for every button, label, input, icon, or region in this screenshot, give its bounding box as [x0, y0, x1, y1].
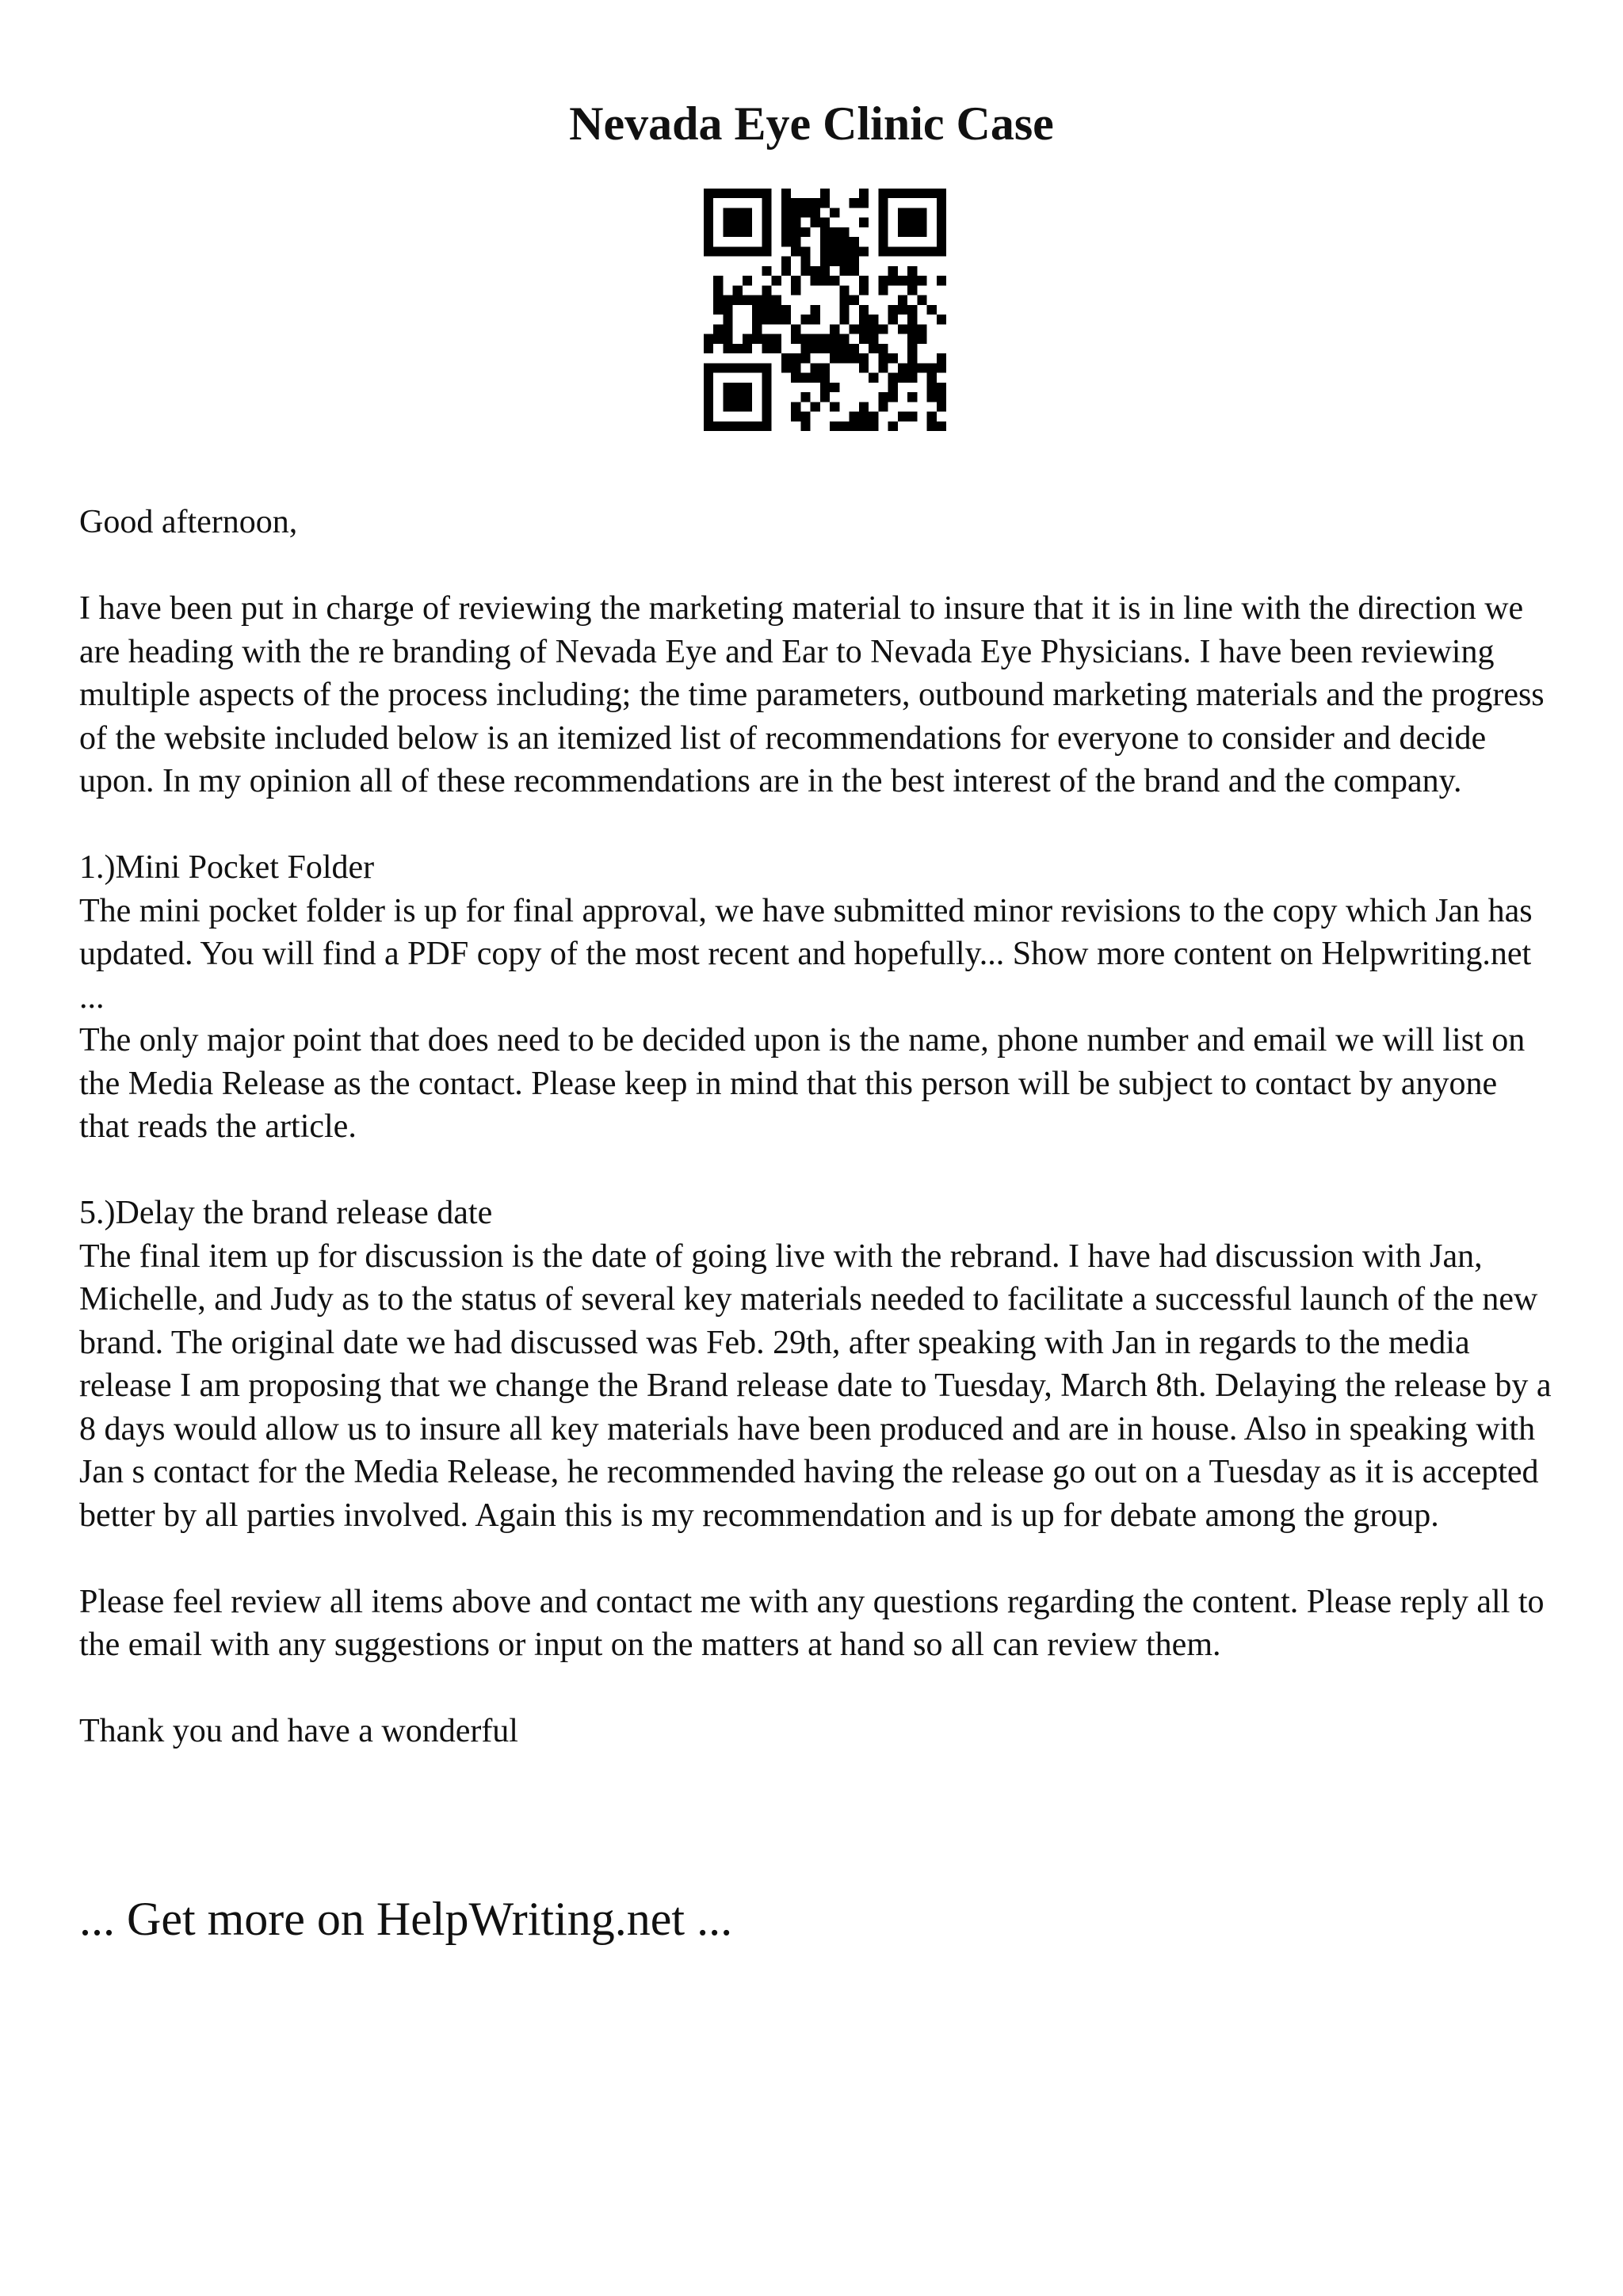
item1-heading: 1.)Mini Pocket Folder	[79, 849, 375, 886]
item1-paragraph: The mini pocket folder is up for final approval, we have submitted minor revisions to the copy which Jan has updated. You will find a PDF copy of the most recent and hopefully... Show more content on Helpwriting.net ...	[79, 892, 1533, 1016]
greeting-text: Good afternoon,	[79, 504, 298, 540]
footer-link-text[interactable]: ... Get more on HelpWriting.net ...	[79, 1893, 733, 1945]
document-body	[79, 501, 1553, 1796]
page-title: Nevada Eye Clinic Case	[569, 97, 1054, 150]
intro-paragraph: I have been put in charge of reviewing the marketing material to insure that it is in line with the direction we are heading with the re branding of Nevada Eye and Ear to Nevada Eye Physicians. I have been reviewing multiple aspects of the process including; the time parameters, outbound marketing materials and the progress of the website included below is an itemized list of recommendations for everyone to consider and decide upon. In my opinion all of these recommendations are in the best interest of the brand and the company.	[79, 590, 1545, 799]
qr-code-icon	[704, 189, 946, 431]
signoff-text: Thank you and have a wonderful	[79, 1713, 518, 1749]
item5-heading: 5.)Delay the brand release date	[79, 1195, 493, 1231]
item5-paragraph: The final item up for discussion is the date of going live with the rebrand. I have had discussion with Jan, Michelle, and Judy as to the status of several key materials needed to facilitate a successful launch of the new brand. The original date we had discussed was Feb. 29th, after speaking with Jan in regards to the media release I am proposing that we change the Brand release date to Tuesday, March 8th. Delaying the release by a 8 days would allow us to insure all key materials have been produced and are in house. Also in speaking with Jan s contact for the Media Release, he recommended having the release go out on a Tuesday as it is accepted better by all parties involved. Again this is my recommendation and is up for debate among the group.	[79, 1238, 1552, 1534]
item1-continuation-paragraph: The only major point that does need to be decided upon is the name, phone number and email we will list on the Media Release as the contact. Please keep in mind that this person will be subject to contact by anyone that reads the article.	[79, 1022, 1526, 1145]
closing-paragraph: Please feel review all items above and contact me with any questions regarding the content. Please reply all to the email with any suggestions or input on the matters at hand so all can review them.	[79, 1583, 1545, 1663]
